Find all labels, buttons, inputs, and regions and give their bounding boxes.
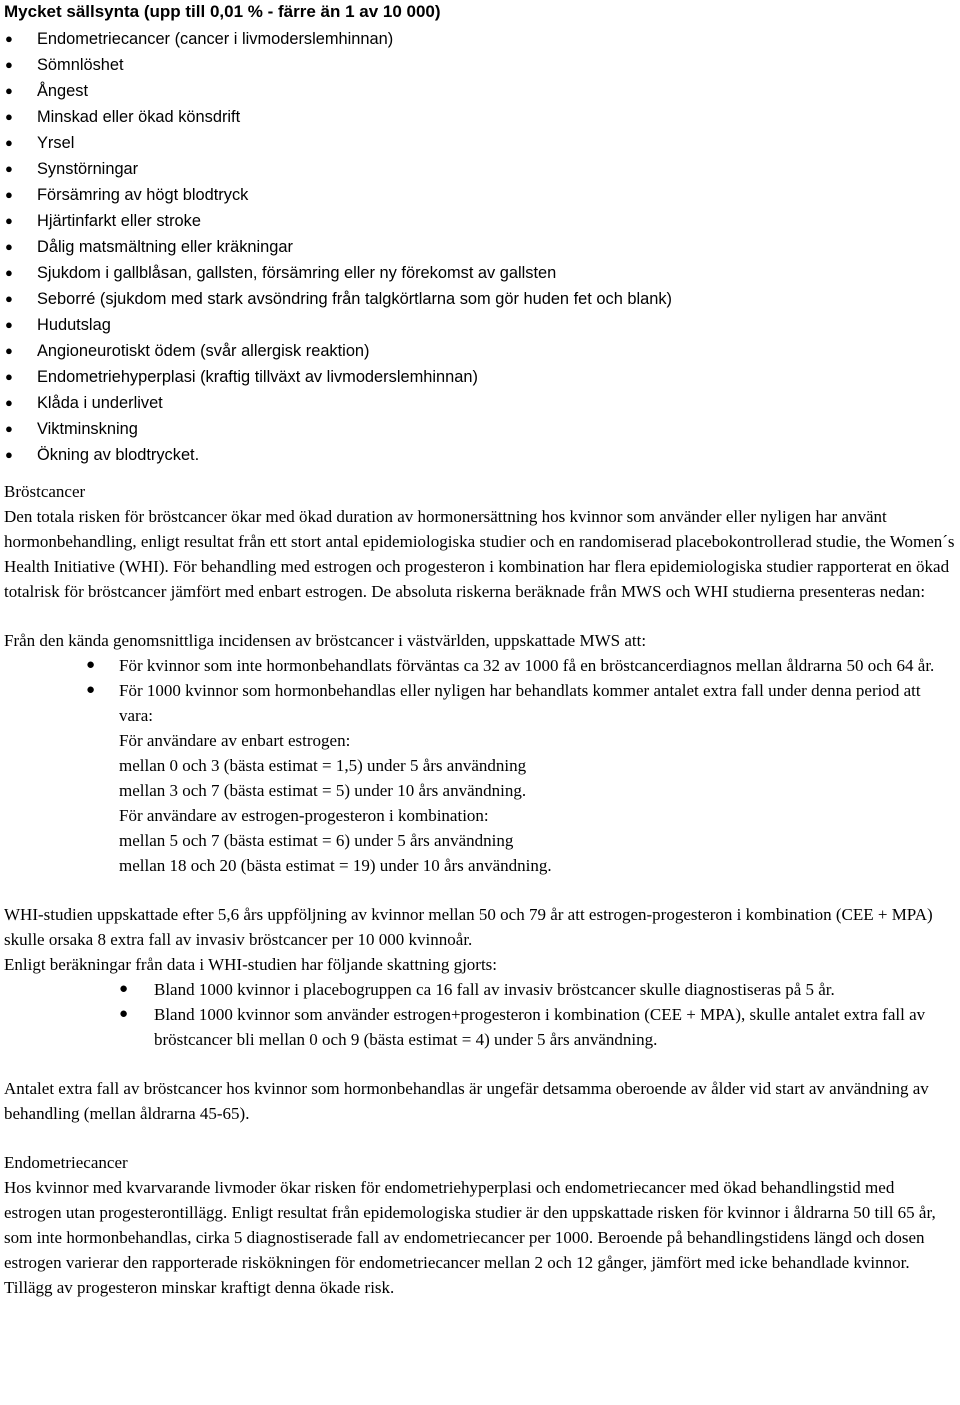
bullet-icon: ●: [5, 447, 13, 462]
section-title-endometrial-cancer: Endometriecancer: [4, 1153, 128, 1172]
list-item: ● Hudutslag: [4, 312, 956, 338]
mws-sub-line: För användare av enbart estrogen:: [119, 731, 351, 750]
bullet-icon: ●: [5, 265, 13, 280]
list-item: ● Klåda i underlivet: [4, 390, 956, 416]
list-item: ● Angioneurotiskt ödem (svår allergisk reaktion): [4, 338, 956, 364]
list-item: ● Synstörningar: [4, 156, 956, 182]
list-item: ● Endometriecancer (cancer i livmoderslemhinnan): [4, 26, 956, 52]
bullet-icon: ●: [5, 161, 13, 176]
bullet-icon: ●: [5, 343, 13, 358]
bullet-icon: ●: [86, 657, 96, 673]
list-item: ● För kvinnor som inte hormonbehandlats förväntas ca 32 av 1000 få en bröstcancerdiagnos mellan åldrarna 50 och 64 år.: [4, 653, 956, 678]
list-item: ● Hjärtinfarkt eller stroke: [4, 208, 956, 234]
bullet-icon: ●: [5, 395, 13, 410]
age-paragraph: Antalet extra fall av bröstcancer hos kvinnor som hormonbehandlas är ungefär detsamma oberoende av ålder vid start av användning av behandling (mellan åldrarna 45-65).: [4, 1079, 929, 1123]
mws-sub-line: För användare av estrogen-progesteron i kombination:: [119, 806, 489, 825]
mws-sub-line: mellan 3 och 7 (bästa estimat = 5) under 10 års användning.: [119, 781, 527, 800]
bullet-icon: ●: [5, 83, 13, 98]
list-item: ● Sömnlöshet: [4, 52, 956, 78]
endometrial-paragraph: Hos kvinnor med kvarvarande livmoder ökar risken för endometriehyperplasi och endometriecancer med ökad behandlingstid med estrogen utan progesterontillägg. Enligt resultat från epidemologiska studier är den uppskattade risken för kvinnor i åldrarna 50 till 65 år, som inte hormonbehandlas, cirka 5 diagnostiserade fall av endometriecancer per 1000. Beroende på behandlingstidens längd och dosen estrogen varierar den rapporterade riskökningen för endometriecancer mellan 2 och 12 gånger, jämfört med icke behandlade kvinnor. Tillägg av progesteron minskar kraftigt denna ökade risk.: [4, 1178, 936, 1297]
list-item: ● Yrsel: [4, 130, 956, 156]
document-page: [4, 0, 956, 1300]
bullet-icon: ●: [5, 239, 13, 254]
section-title-breast-cancer: Bröstcancer: [4, 482, 86, 501]
bullet-icon: ●: [5, 291, 13, 306]
bullet-icon: ●: [5, 187, 13, 202]
bullet-icon: ●: [5, 31, 13, 46]
whi-list: [4, 977, 956, 1052]
bullet-icon: ●: [119, 1006, 129, 1022]
list-item: ● Endometriehyperplasi (kraftig tillväxt av livmoderslemhinnan): [4, 364, 956, 390]
mws-list: [4, 653, 956, 878]
list-item: ● Bland 1000 kvinnor som använder estrogen+progesteron i kombination (CEE + MPA), skulle antalet extra fall av bröstcancer bli mellan 0 och 9 (bästa estimat = 4) under 5 års användning.: [4, 1002, 956, 1052]
bullet-icon: ●: [5, 135, 13, 150]
whi-paragraph: WHI-studien uppskattade efter 5,6 års uppföljning av kvinnor mellan 50 och 79 år att estrogen-progesteron i kombination (CEE + MPA) skulle orsaka 8 extra fall av invasiv bröstcancer per 10 000 kvinnoår.: [4, 905, 933, 949]
mws-sub-line: mellan 5 och 7 (bästa estimat = 6) under 5 års användning: [119, 831, 514, 850]
list-item: ● Minskad eller ökad könsdrift: [4, 104, 956, 130]
list-item: ● Bland 1000 kvinnor i placebogruppen ca 16 fall av invasiv bröstcancer skulle diagnostiseras på 5 år.: [4, 977, 956, 1002]
heading-very-rare: Mycket sällsynta (upp till 0,01 % - färre än 1 av 10 000): [4, 2, 441, 21]
bullet-icon: ●: [5, 369, 13, 384]
list-item: ● För 1000 kvinnor som hormonbehandlas eller nyligen har behandlats kommer antalet extra fall under denna period att vara: För användare av enbart estrogen: mellan 0 och 3 (bästa estimat = 1,5) under 5 års användning mellan 3 och 7 (bästa estimat = 5) under 10 års användning. För användare av estrogen-progesteron i kombination: mellan 5 och 7 (bästa estimat = 6) under 5 års användning mellan 18 och 20 (bästa estimat = 19) under 10 års användning.: [4, 678, 956, 878]
list-item: ● Sjukdom i gallblåsan, gallsten, försämring eller ny förekomst av gallsten: [4, 260, 956, 286]
whi-calculation-intro: Enligt beräkningar från data i WHI-studien har följande skattning gjorts:: [4, 955, 498, 974]
breast-cancer-intro: Den totala risken för bröstcancer ökar med ökad duration av hormonersättning hos kvinnor som använder eller nyligen har använt hormonbehandling, enligt resultat från ett stort antal epidemiologiska studier och en randomiserad placebokontrollerad studie, the Women´s Health Initiative (WHI). För behandling med estrogen och progesteron i kombination har flera epidemiologiska studier rapporterat en ökad totalrisk för bröstcancer jämfört med enbart estrogen. De absoluta riskerna beräknade från MWS och WHI studierna presenteras nedan:: [4, 507, 955, 601]
bullet-icon: ●: [86, 682, 96, 698]
mws-sub-line: mellan 0 och 3 (bästa estimat = 1,5) under 5 års användning: [119, 756, 527, 775]
list-item: ● Viktminskning: [4, 416, 956, 442]
bullet-icon: ●: [5, 421, 13, 436]
very-rare-symptom-list: [4, 26, 956, 468]
bullet-icon: ●: [119, 981, 129, 997]
list-item: ● Seborré (sjukdom med stark avsöndring från talgkörtlarna som gör huden fet och blank): [4, 286, 956, 312]
list-item: ● Ångest: [4, 78, 956, 104]
list-item: ● Försämring av högt blodtryck: [4, 182, 956, 208]
list-item: ● Ökning av blodtrycket.: [4, 442, 956, 468]
bullet-icon: ●: [5, 109, 13, 124]
bullet-icon: ●: [5, 213, 13, 228]
bullet-icon: ●: [5, 57, 13, 72]
mws-intro: Från den kända genomsnittliga incidensen av bröstcancer i västvärlden, uppskattade MWS att:: [4, 631, 647, 650]
bullet-icon: ●: [5, 317, 13, 332]
list-item: ● Dålig matsmältning eller kräkningar: [4, 234, 956, 260]
mws-sub-line: mellan 18 och 20 (bästa estimat = 19) under 10 års användning.: [119, 856, 552, 875]
